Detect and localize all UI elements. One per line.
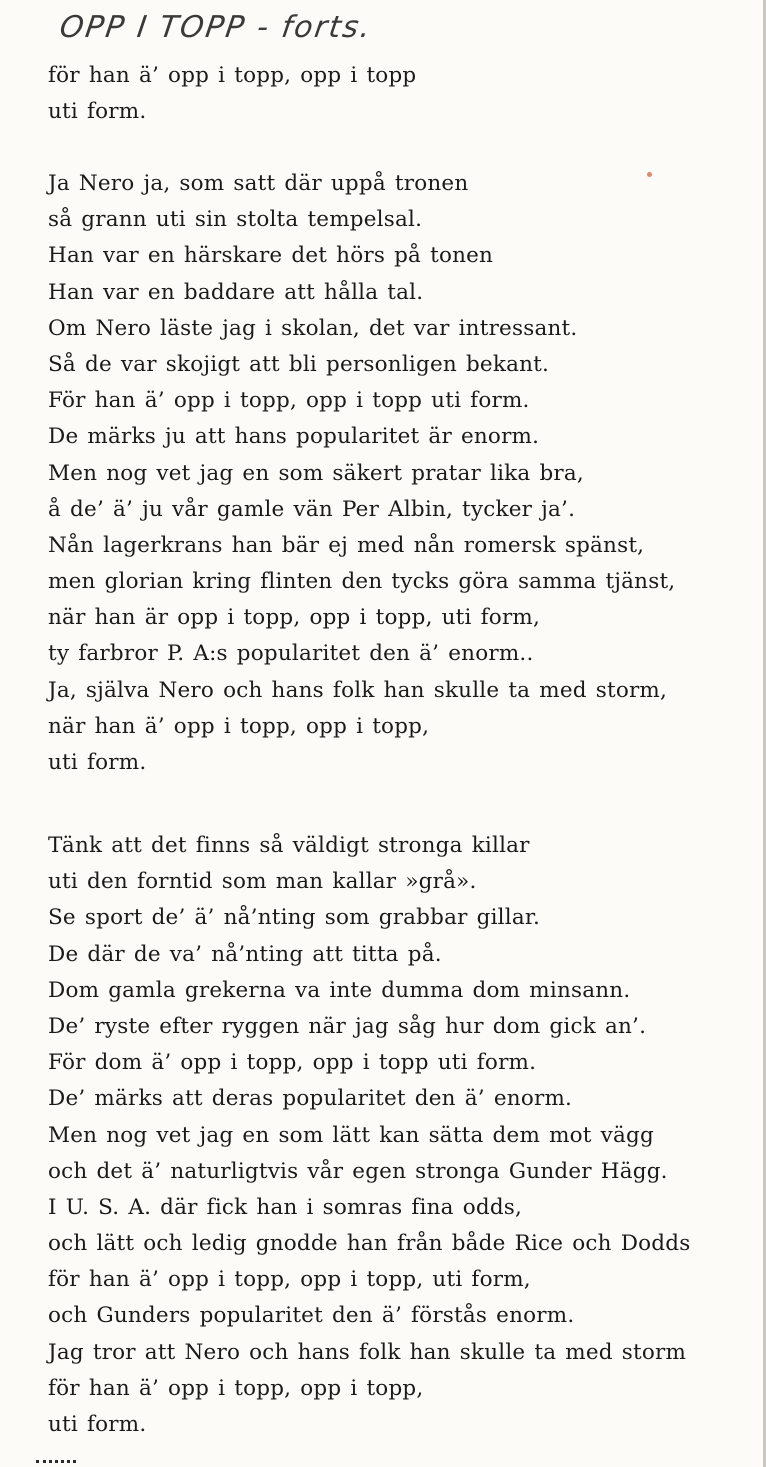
- verse-line: De’ ryste efter ryggen när jag såg hur dom gick an’.: [48, 1013, 647, 1039]
- verse-line: De’ märks att deras popularitet den ä’ enorm.: [48, 1086, 573, 1112]
- verse-line: Ja Nero ja, som satt där uppå tronen: [48, 171, 469, 196]
- verse-line: för han ä’ opp i topp, opp i topp,: [48, 1375, 424, 1401]
- verse-line: De märks ju att hans popularitet är enorm.: [48, 424, 540, 450]
- verse-line: Han var en härskare det hörs på tonen: [48, 243, 494, 269]
- verse-line: Dom gamla grekerna va inte dumma dom minsann.: [48, 977, 631, 1003]
- stanza-1: [48, 58, 416, 130]
- verse-line: Tänk att det finns så väldigt stronga killar: [48, 833, 530, 858]
- verse-line: Ja, själva Nero och hans folk han skulle ta med storm,: [48, 677, 668, 703]
- verse-line: uti form.: [48, 99, 147, 125]
- verse-line: för han ä’ opp i topp, opp i topp, uti form,: [48, 1267, 531, 1293]
- verse-line: uti form.: [48, 750, 147, 775]
- verse-line: Se sport de’ ä’ nå’nting som grabbar gillar.: [48, 905, 540, 931]
- verse-line: och lätt och ledig gnodde han från både Rice och Dodds: [48, 1231, 691, 1257]
- verse-line: I U. S. A. där fick han i somras fina odds,: [48, 1194, 523, 1220]
- verse-line: när han är opp i topp, opp i topp, uti form,: [48, 605, 541, 631]
- verse-line: Så de var skojigt att bli personligen bekant.: [48, 351, 550, 377]
- verse-line: Han var en baddare att hålla tal.: [48, 279, 424, 305]
- stanza-3: [48, 828, 690, 1443]
- verse-line: å de’ ä’ ju vår gamle vän Per Albin, tycker ja’.: [48, 496, 576, 522]
- handwritten-heading: OPP I TOPP - forts.: [57, 10, 375, 45]
- verse-line: uti den forntid som man kallar »grå».: [48, 869, 477, 895]
- verse-line: För han ä’ opp i topp, opp i topp uti form.: [48, 388, 530, 414]
- verse-line: Men nog vet jag en som lätt kan sätta dem mot vägg: [48, 1122, 654, 1148]
- verse-line: så grann uti sin stolta tempelsal.: [48, 207, 423, 233]
- verse-line: Jag tror att Nero och hans folk han skulle ta med storm: [48, 1339, 687, 1365]
- verse-line: och det ä’ naturligtvis vår egen stronga Gunder Hägg.: [48, 1158, 668, 1184]
- verse-line: För dom ä’ opp i topp, opp i topp uti form.: [48, 1050, 537, 1076]
- verse-line: och Gunders popularitet den ä’ förstås enorm.: [48, 1303, 575, 1329]
- stanza-2: [48, 166, 675, 781]
- verse-line: uti form.: [48, 1412, 147, 1437]
- page-number-fragment: [36, 1460, 76, 1466]
- verse-line: Om Nero läste jag i skolan, det var intressant.: [48, 315, 578, 341]
- verse-line: för han ä’ opp i topp, opp i topp: [48, 63, 417, 88]
- verse-line: Nån lagerkrans han bär ej med nån romersk spänst,: [48, 532, 645, 558]
- verse-line: De där de va’ nå’nting att titta på.: [48, 941, 442, 967]
- verse-line: Men nog vet jag en som säkert pratar lika bra,: [48, 460, 584, 486]
- verse-line: ty farbror P. A:s popularitet den ä’ enorm..: [48, 641, 534, 667]
- verse-line: men glorian kring flinten den tycks göra samma tjänst,: [48, 569, 676, 595]
- verse-line: när han ä’ opp i topp, opp i topp,: [48, 713, 430, 739]
